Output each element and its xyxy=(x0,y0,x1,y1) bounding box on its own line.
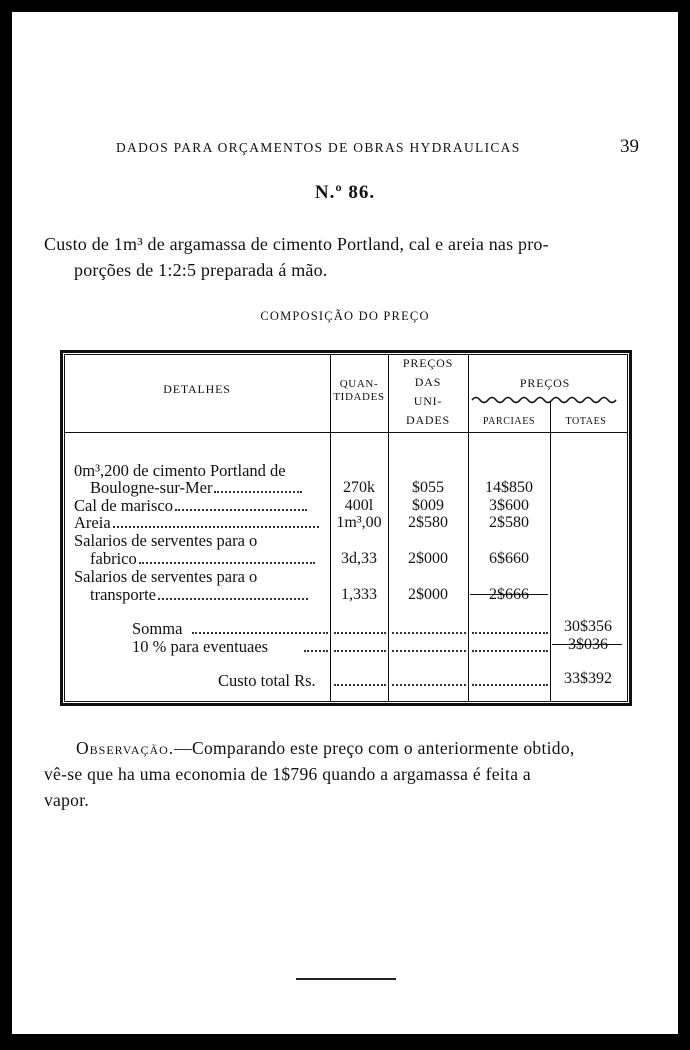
row2-unit: $009 xyxy=(412,497,444,514)
header-quantidades-line2: TIDADES xyxy=(333,391,385,403)
intro-line-1: Custo de 1m³ de argamassa de cimento Portland, cal e areia nas pro- xyxy=(44,234,549,254)
row4-unit: 2$000 xyxy=(408,550,448,567)
leader-dots xyxy=(158,598,308,600)
somma-leader xyxy=(192,632,328,634)
table-number-title: N.º 86. xyxy=(314,182,376,203)
leader-dots xyxy=(392,632,466,634)
leader-dots xyxy=(472,650,548,652)
intro-line-2: porções de 1:2:5 preparada á mão. xyxy=(74,260,328,280)
row1-line2 xyxy=(90,479,328,497)
row3-label: Areia xyxy=(74,513,111,532)
row1-parcial: 14$850 xyxy=(485,479,533,496)
row5-line2 xyxy=(90,586,330,604)
custo-total-label: Custo total Rs. xyxy=(218,671,316,690)
footer-rule xyxy=(296,978,396,980)
leader-dots xyxy=(139,562,315,564)
header-quantidades-line1: QUAN- xyxy=(339,378,379,390)
row3-qty: 1m³,00 xyxy=(336,514,382,531)
header-precos-unidades xyxy=(388,354,468,430)
row2-qty: 400l xyxy=(344,497,374,514)
col-divider-4 xyxy=(550,402,551,702)
row4-line2 xyxy=(90,550,330,568)
row3-unit: 2$580 xyxy=(408,514,448,531)
book-page xyxy=(12,12,678,1034)
header-pu-line1: PREÇOS xyxy=(402,356,454,370)
observacao-line-1 xyxy=(76,738,575,759)
somma-total: 30$356 xyxy=(564,618,612,635)
leader-dots xyxy=(472,632,548,634)
observacao-label: Observação. xyxy=(76,738,175,758)
row4-line1: Salarios de serventes para o xyxy=(74,531,258,550)
row5-line1: Salarios de serventes para o xyxy=(74,567,258,586)
row4-parcial: 6$660 xyxy=(489,550,529,567)
row5-parcial: 2$666 xyxy=(489,586,529,603)
leader-dots xyxy=(334,684,386,686)
header-pu-line2: DAS xyxy=(414,375,442,389)
row1-qty: 270k xyxy=(343,479,375,496)
leader-dots xyxy=(175,509,307,511)
row1-unit: $055 xyxy=(412,479,444,496)
row5-label: transporte xyxy=(90,585,156,604)
leader-dots xyxy=(214,491,302,493)
header-pu-line4: DADES xyxy=(405,413,450,427)
leader-dots xyxy=(472,684,548,686)
header-divider xyxy=(64,432,628,433)
leader-dots xyxy=(392,684,466,686)
header-totaes: TOTAES xyxy=(565,416,607,427)
row5-qty: 1,333 xyxy=(341,586,377,603)
observacao-text-1: —Comparando este preço com o anteriormente obtido, xyxy=(174,738,575,758)
leader-dots xyxy=(334,650,386,652)
row2-parcial: 3$600 xyxy=(489,497,529,514)
leader-dots xyxy=(334,632,386,634)
row4-label: fabrico xyxy=(90,549,137,568)
row2 xyxy=(74,497,330,515)
running-head: DADOS PARA ORÇAMENTOS DE OBRAS HYDRAULICAS xyxy=(116,140,521,155)
custo-total-value: 33$392 xyxy=(564,670,612,687)
row3-parcial: 2$580 xyxy=(489,514,529,531)
observacao-line-2: vê-se que ha uma economia de 1$796 quando a argamassa é feita a xyxy=(44,764,531,784)
header-pu-line3: UNI- xyxy=(413,394,443,408)
brace-wave xyxy=(470,395,620,405)
row2-label: Cal de marisco xyxy=(74,496,173,515)
leader-dots xyxy=(392,650,466,652)
leader-dots xyxy=(113,526,319,528)
row1-line1: 0m³,200 de cimento Portland de xyxy=(74,461,286,480)
somma-label: Somma xyxy=(132,619,183,638)
row5-unit: 2$000 xyxy=(408,586,448,603)
eventuaes-leader xyxy=(304,650,328,652)
header-quantidades xyxy=(330,378,388,404)
header-precos: PREÇOS xyxy=(519,376,571,390)
row4-qty: 3d,33 xyxy=(341,550,377,567)
observacao-line-3: vapor. xyxy=(44,790,90,810)
header-parciaes: PARCIAES xyxy=(482,416,536,427)
header-detalhes: DETALHES xyxy=(163,382,231,396)
page-number: 39 xyxy=(620,136,639,157)
row3 xyxy=(74,514,330,532)
eventuaes-label: 10 % para eventuaes xyxy=(132,637,269,656)
eventuaes-total: 3$036 xyxy=(568,636,608,653)
section-title: COMPOSIÇÃO DO PREÇO xyxy=(260,309,430,323)
row1-label: Boulogne-sur-Mer xyxy=(90,478,213,497)
